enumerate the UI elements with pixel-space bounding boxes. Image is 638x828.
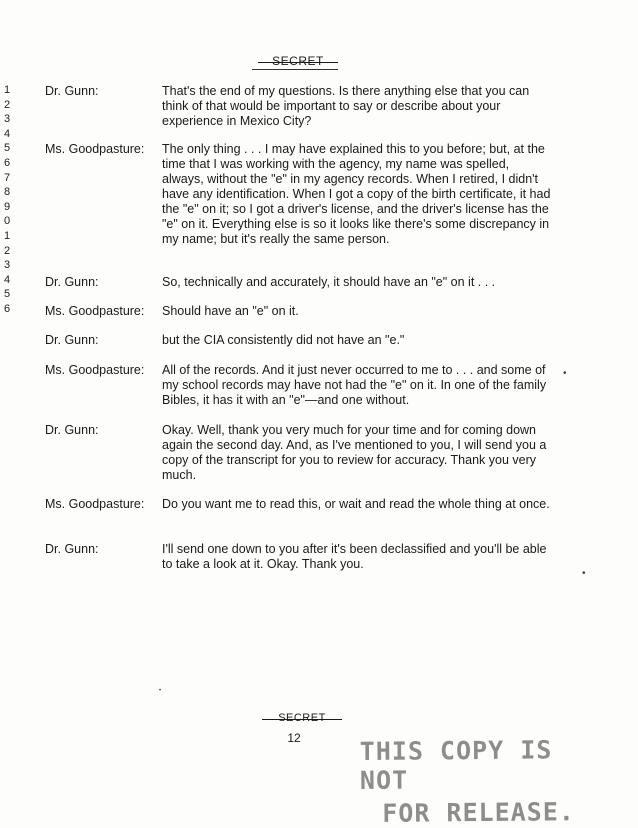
stray-mark: •: [159, 688, 162, 694]
speech-text: but the CIA consistently did not have an "e.": [162, 333, 405, 347]
line-number: 5: [4, 142, 11, 155]
speaker-name: Dr. Gunn:: [45, 275, 99, 289]
speech-text: Okay. Well, thank you very much for your time and for coming down again the second day. And, as I've mentioned to you, I will send you a copy of the transcript for you to review for accuracy. Thank you very much.: [162, 423, 547, 482]
line-number: 1: [4, 84, 11, 96]
line-number: 8: [4, 186, 11, 199]
line-number: 4: [4, 273, 11, 286]
line-number: 7: [4, 171, 11, 184]
line-number: 5: [4, 288, 11, 301]
speaker-name: Ms. Goodpasture:: [45, 363, 145, 377]
header-underline: [252, 69, 338, 70]
stamp-line-1: THIS COPY IS NOT: [359, 735, 553, 796]
speaker-name: Dr. Gunn:: [45, 423, 99, 437]
speaker-name: Dr. Gunn:: [45, 84, 99, 98]
line-number: 2: [4, 244, 11, 257]
line-number: 6: [4, 156, 11, 169]
footer-strike-line: [262, 719, 342, 720]
line-number: 3: [4, 259, 11, 272]
line-number-margin: [4, 83, 18, 317]
speech-text: So, technically and accurately, it should have an "e" on it . . .: [162, 275, 496, 289]
line-number: 6: [4, 302, 11, 315]
line-number: 0: [4, 215, 11, 228]
speech-text: The only thing . . . I may have explained this to you before; but, at the time that I was working with the agency, my name was spelled, always, without the "e" in my agency records. When I retired, I didn't have any identification. When I got a copy of the birth certificate, it had the "e" on it; so I got a driver's license, and the driver's license has the "e" on it. Everything else is so it looks like there's some discrepancy in my name; but it's really the same person.: [162, 142, 551, 246]
speaker-name: Ms. Goodpasture:: [45, 142, 145, 156]
page-number: 12: [287, 731, 301, 745]
line-number: 1: [4, 229, 11, 242]
speaker-name: Ms. Goodpasture:: [45, 304, 145, 318]
speech-text: That's the end of my questions. Is there anything else that you can think of that would be important to say or describe about your experience in Mexico City?: [162, 84, 530, 128]
stamp-line-2: FOR RELEASE.: [382, 797, 576, 828]
speech-text: I'll send one down to you after it's been declassified and you'll be able to take a look at it. Okay. Thank you.: [162, 542, 547, 571]
header-classification-text: SECRET: [272, 54, 324, 68]
stray-mark: •: [582, 568, 586, 579]
stray-mark: •: [563, 368, 567, 379]
line-number: 2: [4, 98, 11, 111]
header-strike-line: [258, 62, 338, 63]
speaker-name: Dr. Gunn:: [45, 542, 99, 556]
release-stamp: [360, 735, 601, 828]
speaker-name: Dr. Gunn:: [45, 333, 99, 347]
line-number: 3: [4, 113, 11, 126]
speech-text: All of the records. And it just never occurred to me to . . . and some of my school records may have not had the "e" on it. In one of the family Bibles, it has it with an "e"—and one without.: [162, 363, 547, 407]
speech-text: Do you want me to read this, or wait and read the whole thing at once.: [162, 497, 550, 511]
speech-text: Should have an "e" on it.: [162, 304, 299, 318]
line-number: 9: [4, 200, 11, 213]
footer-classification-text: SECRET: [278, 712, 326, 724]
line-number: 4: [4, 127, 11, 140]
speaker-name: Ms. Goodpasture:: [45, 497, 145, 511]
footer-classification-marking: [262, 712, 342, 724]
header-classification-marking: [258, 54, 338, 68]
